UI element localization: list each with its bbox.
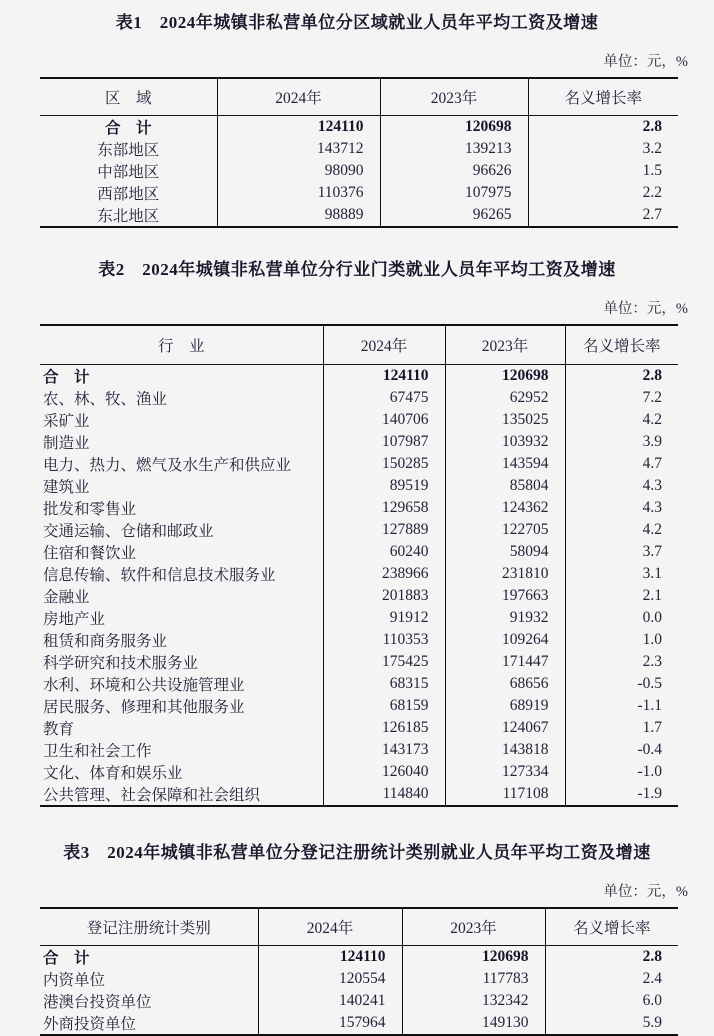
value-cell: 231810 bbox=[445, 563, 565, 585]
row-label: 批发和零售业 bbox=[43, 501, 137, 518]
value-cell: 117783 bbox=[402, 968, 545, 990]
column-header: 2024年 bbox=[258, 908, 402, 946]
column-header: 2023年 bbox=[402, 908, 545, 946]
table3-title: 表3 2024年城镇非私营单位分登记注册统计类别就业人员年平均工资及增速 bbox=[63, 843, 651, 862]
value-cell: 129658 bbox=[323, 497, 445, 519]
value-cell: 68919 bbox=[445, 695, 565, 717]
table2-unit-label: 单位：元，% bbox=[603, 301, 688, 317]
table3-unit-label: 单位：元，% bbox=[603, 884, 688, 900]
value-cell: 157964 bbox=[258, 1012, 402, 1035]
value-cell: 135025 bbox=[445, 409, 565, 431]
value-cell: 91932 bbox=[445, 607, 565, 629]
table-row bbox=[40, 160, 678, 182]
value-cell: 103932 bbox=[445, 431, 565, 453]
row-label: 合 计 bbox=[43, 369, 90, 386]
table3-section bbox=[0, 838, 714, 1036]
table-row bbox=[40, 585, 678, 607]
column-header: 2023年 bbox=[380, 78, 528, 116]
column-header: 名义增长率 bbox=[565, 325, 678, 365]
value-cell: 89519 bbox=[323, 475, 445, 497]
header-row bbox=[40, 325, 678, 365]
value-cell: 139213 bbox=[380, 138, 528, 160]
value-cell: 98090 bbox=[217, 160, 380, 182]
table-row bbox=[40, 651, 678, 673]
table1-regions bbox=[40, 77, 678, 228]
row-label: 文化、体育和娱乐业 bbox=[43, 765, 183, 782]
column-header: 2023年 bbox=[445, 325, 565, 365]
table-row bbox=[40, 409, 678, 431]
row-label: 居民服务、修理和其他服务业 bbox=[43, 699, 245, 716]
value-cell: 109264 bbox=[445, 629, 565, 651]
header-row bbox=[40, 78, 678, 116]
value-cell: 143594 bbox=[445, 453, 565, 475]
value-cell: 120698 bbox=[402, 946, 545, 969]
table-row bbox=[40, 182, 678, 204]
row-label: 农、林、牧、渔业 bbox=[43, 391, 168, 408]
value-cell: 3.1 bbox=[565, 563, 678, 585]
value-cell: 2.7 bbox=[528, 204, 678, 227]
row-label: 东北地区 bbox=[97, 208, 160, 225]
value-cell: 126185 bbox=[323, 717, 445, 739]
table1-title: 表1 2024年城镇非私营单位分区域就业人员年平均工资及增速 bbox=[115, 13, 599, 32]
value-cell: 96265 bbox=[380, 204, 528, 227]
row-label: 合 计 bbox=[104, 120, 152, 137]
value-cell: 143818 bbox=[445, 739, 565, 761]
value-cell: 98889 bbox=[217, 204, 380, 227]
value-cell: 68159 bbox=[323, 695, 445, 717]
table-row bbox=[40, 475, 678, 497]
value-cell: 1.7 bbox=[565, 717, 678, 739]
value-cell: 62952 bbox=[445, 387, 565, 409]
value-cell: 85804 bbox=[445, 475, 565, 497]
value-cell: 4.3 bbox=[565, 497, 678, 519]
table-row bbox=[40, 968, 678, 990]
table-row bbox=[40, 717, 678, 739]
value-cell: 197663 bbox=[445, 585, 565, 607]
table3-registration-types bbox=[40, 907, 678, 1036]
table-row bbox=[40, 519, 678, 541]
value-cell: 124110 bbox=[217, 116, 380, 139]
value-cell: 3.7 bbox=[565, 541, 678, 563]
row-label: 西部地区 bbox=[97, 186, 160, 203]
table-row bbox=[40, 563, 678, 585]
value-cell: 114840 bbox=[323, 783, 445, 806]
table-row bbox=[40, 365, 678, 388]
row-label: 港澳台投资单位 bbox=[43, 994, 152, 1011]
row-label: 住宿和餐饮业 bbox=[43, 545, 137, 562]
row-label: 金融业 bbox=[43, 589, 90, 606]
value-cell: 2.8 bbox=[528, 116, 678, 139]
value-cell: 126040 bbox=[323, 761, 445, 783]
value-cell: 3.9 bbox=[565, 431, 678, 453]
value-cell: 150285 bbox=[323, 453, 445, 475]
value-cell: 149130 bbox=[402, 1012, 545, 1035]
table-row bbox=[40, 138, 678, 160]
value-cell: 6.0 bbox=[545, 990, 678, 1012]
value-cell: 124110 bbox=[323, 365, 445, 388]
value-cell: 2.3 bbox=[565, 651, 678, 673]
value-cell: 127889 bbox=[323, 519, 445, 541]
value-cell: -1.0 bbox=[565, 761, 678, 783]
table-row bbox=[40, 431, 678, 453]
column-header: 2024年 bbox=[323, 325, 445, 365]
row-label: 内资单位 bbox=[43, 972, 106, 989]
value-cell: 4.7 bbox=[565, 453, 678, 475]
table-row bbox=[40, 387, 678, 409]
table-row bbox=[40, 541, 678, 563]
value-cell: 68656 bbox=[445, 673, 565, 695]
value-cell: 171447 bbox=[445, 651, 565, 673]
value-cell: 96626 bbox=[380, 160, 528, 182]
value-cell: 124362 bbox=[445, 497, 565, 519]
column-header: 名义增长率 bbox=[528, 78, 678, 116]
table-row bbox=[40, 629, 678, 651]
value-cell: 127334 bbox=[445, 761, 565, 783]
table-row bbox=[40, 607, 678, 629]
value-cell: 140706 bbox=[323, 409, 445, 431]
value-cell: 67475 bbox=[323, 387, 445, 409]
table-row bbox=[40, 739, 678, 761]
column-header: 区 域 bbox=[40, 78, 217, 116]
value-cell: 58094 bbox=[445, 541, 565, 563]
table1-unit-label: 单位：元，% bbox=[603, 54, 688, 70]
table2-title: 表2 2024年城镇非私营单位分行业门类就业人员年平均工资及增速 bbox=[98, 260, 616, 279]
table-row bbox=[40, 453, 678, 475]
value-cell: 120554 bbox=[258, 968, 402, 990]
value-cell: 143173 bbox=[323, 739, 445, 761]
value-cell: 120698 bbox=[445, 365, 565, 388]
column-header: 名义增长率 bbox=[545, 908, 678, 946]
value-cell: 110376 bbox=[217, 182, 380, 204]
value-cell: 124067 bbox=[445, 717, 565, 739]
value-cell: 107975 bbox=[380, 182, 528, 204]
value-cell: 7.2 bbox=[565, 387, 678, 409]
table-row bbox=[40, 116, 678, 139]
value-cell: 68315 bbox=[323, 673, 445, 695]
row-label: 电力、热力、燃气及水生产和供应业 bbox=[43, 457, 292, 474]
value-cell: -1.9 bbox=[565, 783, 678, 806]
value-cell: 132342 bbox=[402, 990, 545, 1012]
value-cell: 1.5 bbox=[528, 160, 678, 182]
row-label: 公共管理、社会保障和社会组织 bbox=[43, 787, 261, 804]
value-cell: 110353 bbox=[323, 629, 445, 651]
value-cell: 175425 bbox=[323, 651, 445, 673]
value-cell: 4.2 bbox=[565, 409, 678, 431]
column-header: 登记注册统计类别 bbox=[40, 908, 258, 946]
value-cell: 120698 bbox=[380, 116, 528, 139]
row-label: 房地产业 bbox=[43, 611, 106, 628]
value-cell: 201883 bbox=[323, 585, 445, 607]
value-cell: 2.2 bbox=[528, 182, 678, 204]
value-cell: 117108 bbox=[445, 783, 565, 806]
value-cell: 91912 bbox=[323, 607, 445, 629]
value-cell: 60240 bbox=[323, 541, 445, 563]
row-label: 水利、环境和公共设施管理业 bbox=[43, 677, 245, 694]
table-row bbox=[40, 695, 678, 717]
value-cell: 124110 bbox=[258, 946, 402, 969]
value-cell: -1.1 bbox=[565, 695, 678, 717]
value-cell: 2.8 bbox=[545, 946, 678, 969]
value-cell: 2.1 bbox=[565, 585, 678, 607]
row-label: 采矿业 bbox=[43, 413, 90, 430]
value-cell: 5.9 bbox=[545, 1012, 678, 1035]
row-label: 教育 bbox=[43, 721, 75, 738]
row-label: 信息传输、软件和信息技术服务业 bbox=[43, 567, 276, 584]
row-label: 卫生和社会工作 bbox=[43, 743, 152, 760]
row-label: 科学研究和技术服务业 bbox=[43, 655, 199, 672]
column-header: 行 业 bbox=[40, 325, 323, 365]
row-label: 交通运输、仓储和邮政业 bbox=[43, 523, 214, 540]
value-cell: 2.4 bbox=[545, 968, 678, 990]
value-cell: 4.2 bbox=[565, 519, 678, 541]
row-label: 外商投资单位 bbox=[43, 1016, 137, 1033]
table-row bbox=[40, 673, 678, 695]
table-row bbox=[40, 497, 678, 519]
table-row bbox=[40, 990, 678, 1012]
row-label: 合 计 bbox=[43, 950, 90, 967]
table-row bbox=[40, 1012, 678, 1035]
value-cell: 122705 bbox=[445, 519, 565, 541]
row-label: 租赁和商务服务业 bbox=[43, 633, 168, 650]
value-cell: 4.3 bbox=[565, 475, 678, 497]
table-row bbox=[40, 204, 678, 227]
value-cell: 238966 bbox=[323, 563, 445, 585]
table2-section bbox=[0, 255, 714, 807]
table1-section bbox=[0, 8, 714, 228]
value-cell: 140241 bbox=[258, 990, 402, 1012]
value-cell: 2.8 bbox=[565, 365, 678, 388]
table-row bbox=[40, 761, 678, 783]
value-cell: 3.2 bbox=[528, 138, 678, 160]
value-cell: 0.0 bbox=[565, 607, 678, 629]
column-header: 2024年 bbox=[217, 78, 380, 116]
row-label: 制造业 bbox=[43, 435, 90, 452]
row-label: 东部地区 bbox=[97, 142, 160, 159]
value-cell: -0.4 bbox=[565, 739, 678, 761]
value-cell: -0.5 bbox=[565, 673, 678, 695]
value-cell: 1.0 bbox=[565, 629, 678, 651]
row-label: 建筑业 bbox=[43, 479, 90, 496]
table-row bbox=[40, 946, 678, 969]
row-label: 中部地区 bbox=[97, 164, 160, 181]
value-cell: 107987 bbox=[323, 431, 445, 453]
header-row bbox=[40, 908, 678, 946]
value-cell: 143712 bbox=[217, 138, 380, 160]
table-row bbox=[40, 783, 678, 806]
table2-industries bbox=[40, 324, 678, 807]
